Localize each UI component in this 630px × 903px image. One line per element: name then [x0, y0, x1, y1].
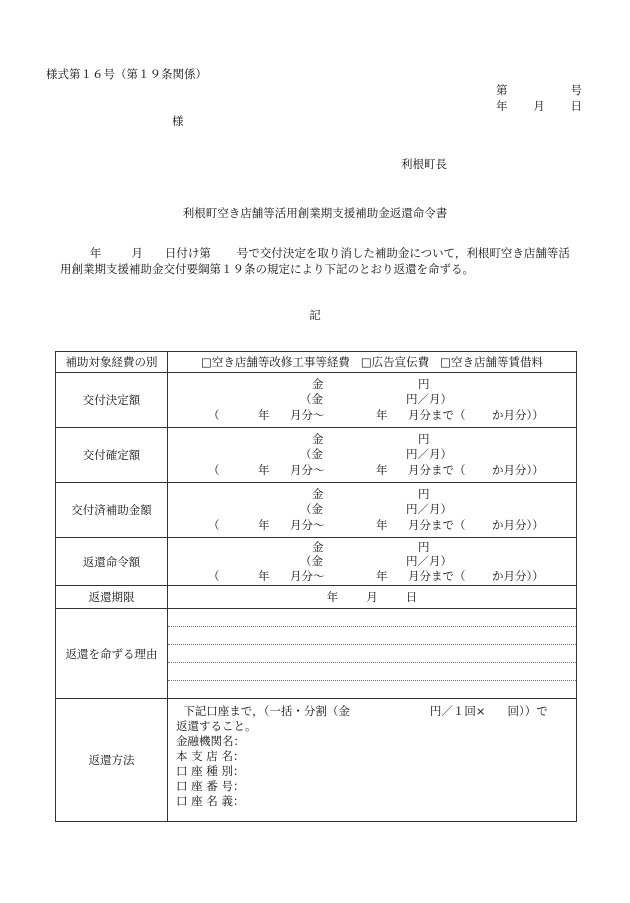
deadline-value: [168, 586, 577, 609]
refund-table: [55, 351, 577, 822]
reason-line[interactable]: [168, 609, 576, 627]
amount-row: [56, 373, 577, 428]
method-line1-c: 回））で: [507, 704, 548, 718]
category-label: 補助対象経費の別: [56, 352, 168, 373]
from-month: 月分～: [290, 408, 325, 422]
reason-line[interactable]: [168, 681, 576, 698]
from-year: 年: [258, 569, 270, 583]
category-renovation[interactable]: □空き店舗等改修工事等経費: [200, 355, 350, 369]
amount-label: 交付決定額: [56, 373, 168, 428]
reason-line[interactable]: [168, 645, 576, 663]
kin: 金: [312, 487, 324, 501]
amount-cell: [168, 538, 577, 586]
yen: 円: [418, 432, 430, 446]
document-number: [496, 82, 582, 98]
record-heading: 記: [309, 308, 321, 322]
yen: 円: [418, 377, 430, 391]
amount-row: [56, 428, 577, 483]
to-month: 月分まで（: [408, 518, 466, 532]
yen-per-month: 円／月）: [406, 554, 452, 568]
paren-kin: （金: [300, 502, 323, 516]
method-line1-a: 下記口座まで，（一括・分割（金: [183, 704, 350, 718]
from-year: 年: [258, 518, 270, 532]
reason-field[interactable]: [168, 609, 577, 699]
to-month: 月分まで（: [408, 463, 466, 477]
body-paragraph: [60, 245, 580, 277]
reason-line[interactable]: [168, 663, 576, 681]
paren-open: （: [208, 463, 220, 477]
months-count: か月分））: [492, 569, 544, 583]
to-year: 年: [376, 408, 388, 422]
body-month: 月: [131, 246, 143, 260]
doc-date-day: 日: [570, 99, 582, 113]
from-year: 年: [258, 463, 270, 477]
yen-per-month: 円／月）: [406, 447, 452, 461]
paren-kin: （金: [300, 392, 323, 406]
category-advertising[interactable]: □広告宣伝費: [360, 355, 430, 369]
doc-number-prefix: 第: [496, 83, 508, 97]
months-count: か月分））: [492, 518, 544, 532]
kin: 金: [312, 432, 324, 446]
yen: 円: [418, 487, 430, 501]
deadline-month: 月: [366, 590, 378, 604]
kin: 金: [312, 540, 324, 554]
yen: 円: [418, 540, 430, 554]
amount-label: 交付確定額: [56, 428, 168, 483]
deadline-day: 日: [405, 590, 418, 604]
paren-open: （: [208, 569, 220, 583]
to-year: 年: [376, 463, 388, 477]
deadline-year: 年: [326, 590, 339, 604]
to-month: 月分まで（: [408, 408, 466, 422]
account-holder-field[interactable]: 口 座 名 義：: [176, 794, 245, 808]
document-date: [496, 98, 582, 114]
paren-kin: （金: [300, 554, 323, 568]
amount-row: [56, 538, 577, 586]
doc-number-suffix: 号: [570, 83, 582, 97]
amount-label: 返還命令額: [56, 538, 168, 586]
to-month: 月分まで（: [408, 569, 466, 583]
months-count: か月分））: [492, 408, 544, 422]
amount-label: 交付済補助金額: [56, 483, 168, 538]
paren-open: （: [208, 518, 220, 532]
body-day-ref: 日付け第: [164, 246, 211, 260]
deadline-label: 返還期限: [56, 586, 168, 609]
paren-open: （: [208, 408, 220, 422]
amount-row: [56, 483, 577, 538]
body-main: 号で交付決定を取り消した補助金について，利根町空き店舗等活用創業期支援補助金交付要綱第１９条の規定により下記のとおり返還を命ずる。: [60, 246, 570, 276]
from-month: 月分～: [290, 518, 325, 532]
from-month: 月分～: [290, 569, 325, 583]
account-number-field[interactable]: 口 座 番 号：: [176, 779, 245, 793]
amount-cell: [168, 428, 577, 483]
amount-cell: [168, 483, 577, 538]
method-label: 返還方法: [56, 699, 168, 822]
document-title: 利根町空き店舗等活用創業期支援補助金返還命令書: [182, 206, 448, 220]
category-options: [168, 352, 577, 373]
method-cell: [168, 699, 577, 822]
method-line1-b: 円／１回×: [429, 704, 486, 718]
amount-cell: [168, 373, 577, 428]
yen-per-month: 円／月）: [406, 502, 452, 516]
to-year: 年: [376, 569, 388, 583]
reason-label: 返還を命ずる理由: [56, 609, 168, 699]
bank-name-field[interactable]: 金融機関名：: [176, 734, 245, 748]
paren-kin: （金: [300, 447, 323, 461]
recipient: 様: [172, 114, 184, 128]
category-rent[interactable]: □空き店舗等賃借料: [440, 355, 544, 369]
yen-per-month: 円／月）: [406, 392, 452, 406]
reason-line[interactable]: [168, 627, 576, 645]
method-line1: [176, 704, 568, 719]
account-type-field[interactable]: 口 座 種 別：: [176, 764, 245, 778]
doc-date-month: 月: [533, 99, 545, 113]
from-year: 年: [258, 408, 270, 422]
kin: 金: [312, 377, 324, 391]
months-count: か月分））: [492, 463, 544, 477]
branch-name-field[interactable]: 本 支 店 名：: [176, 749, 245, 763]
body-year: 年: [89, 246, 102, 260]
issuer: 利根町長: [401, 157, 447, 171]
from-month: 月分～: [290, 463, 325, 477]
to-year: 年: [376, 518, 388, 532]
doc-date-year: 年: [496, 99, 508, 113]
form-number: 様式第１６号（第１９条関係）: [46, 67, 207, 81]
method-line2: 返還すること。: [176, 719, 257, 733]
